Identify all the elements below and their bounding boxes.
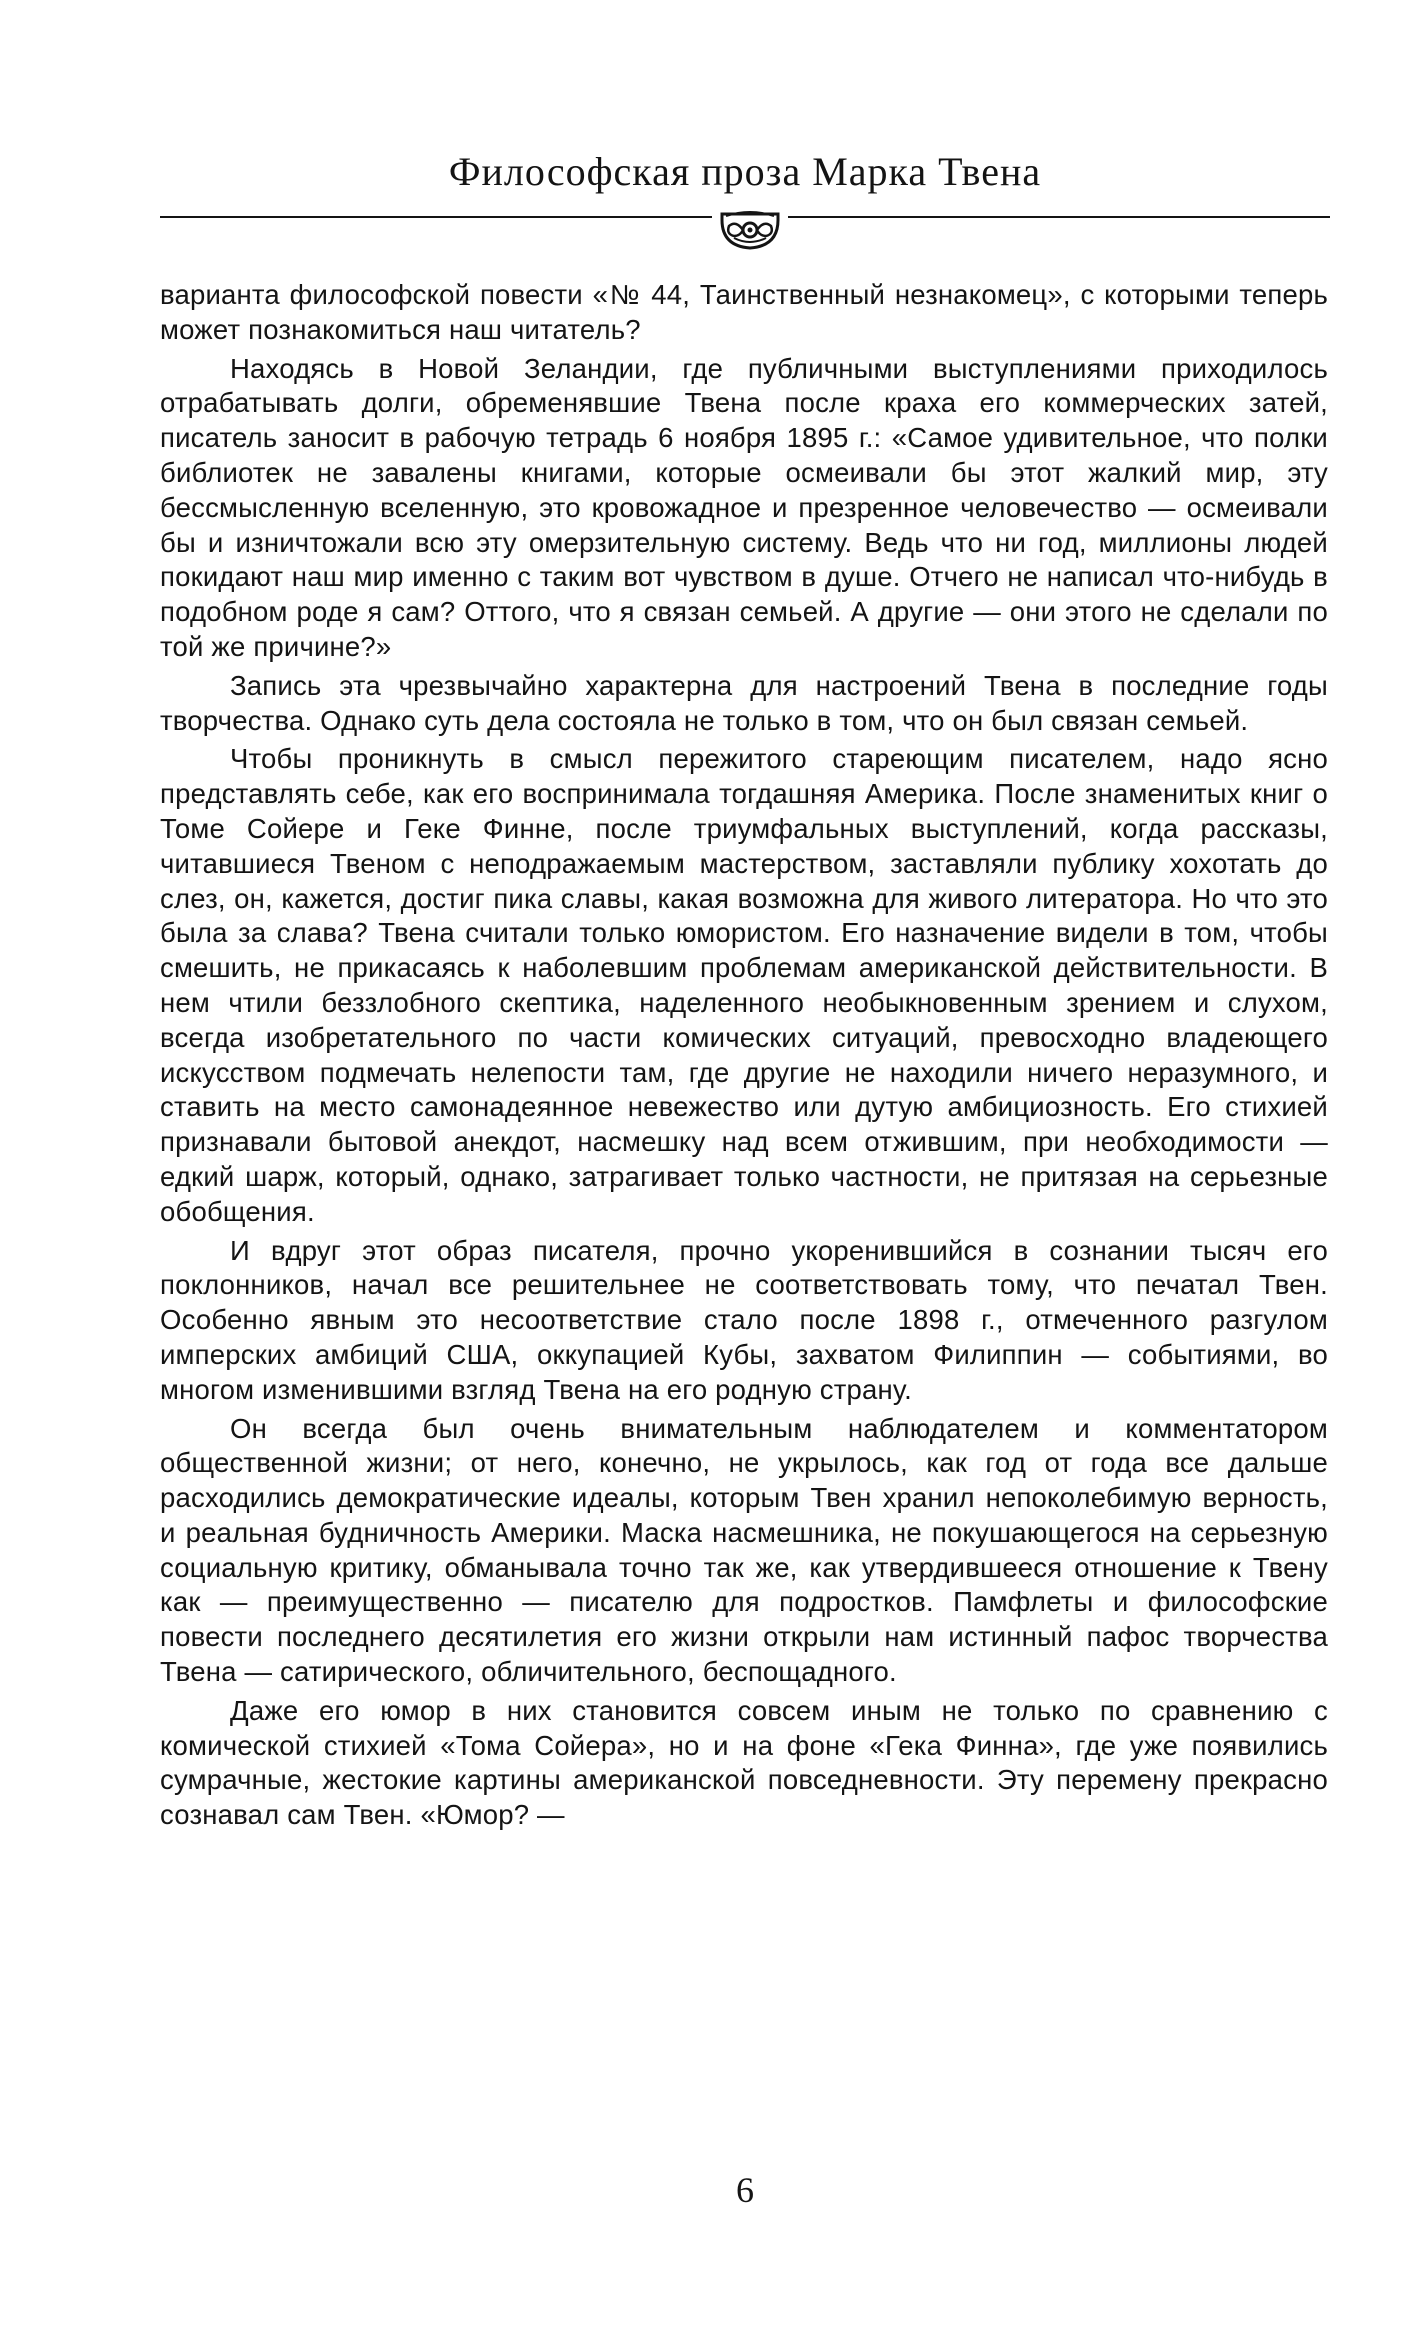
paragraph-1: варианта философской повести «№ 44, Таинственный незнакомец», с которыми теперь может познакомиться наш читатель? <box>160 279 1328 345</box>
body-text <box>160 278 1328 1837</box>
page-number: 6 <box>736 2170 754 2210</box>
paragraph-5: И вдруг этот образ писателя, прочно укоренившийся в сознании тысяч его поклонников, начал все решительнее не соответствовать тому, что печатал Твен. Особенно явным это несоответствие стало после 1898 г., отмеченного разгулом имперских амбиций США, оккупацией Кубы, захватом Филиппин — событиями, во многом изменившими взгляд Твена на его родную страну. <box>160 1234 1328 1405</box>
floral-ornament-icon <box>712 206 788 254</box>
running-head: Философская проза Марка Твена <box>448 149 1042 194</box>
paragraph-6: Он всегда был очень внимательным наблюдателем и комментатором общественной жизни; от него, конечно, не укрылось, как год от года все дальше расходились демократические идеалы, которым Твен хранил непоколебимую верность, и реальная будничность Америки. Маска насмешника, не покушающегося на серьезную социальную критику, обманывала точно так же, как утвердившееся отношение к Твену как — преимущественно — писателю для подростков. Памфлеты и философские повести последнего десятилетия его жизни открыли нам истинный пафос творчества Твена — сатирического, обличительного, беспощадного. <box>160 1412 1328 1688</box>
paragraph-4: Чтобы проникнуть в смысл пережитого стареющим писателем, надо ясно представлять себе, как его воспринимала тогдашняя Америка. После знаменитых книг о Томе Сойере и Геке Финне, после триумфальных выступлений, когда рассказы, читавшиеся Твеном с неподражаемым мастерством, заставляли публику хохотать до слез, он, кажется, достиг пика славы, какая возможна для живого литератора. Но что это была за слава? Твена считали только юмористом. Его назначение видели в том, чтобы смешить, не прикасаясь к наболевшим проблемам американской действительности. В нем чтили беззлобного скептика, наделенного необыкновенным зрением и слухом, всегда изобретательного по части комических ситуаций, превосходно владеющего искусством подмечать нелепости там, где другие не находили ничего неразумного, и ставить на место самонадеянное невежество или дутую амбициозность. Его стихией признавали бытовой анекдот, насмешку над всем отжившим, при необходимости — едкий шарж, который, однако, затрагивает только частности, не притязая на серьезные обобщения. <box>160 743 1328 1227</box>
paragraph-7: Даже его юмор в них становится совсем иным не только по сравнению с комической стихией «Тома Сойера», но и на фоне «Гека Финна», где уже появились сумрачные, жестокие картины американской повседневности. Эту перемену прекрасно сознавал сам Твен. «Юмор? — <box>160 1694 1328 1831</box>
paragraph-3: Запись эта чрезвычайно характерна для настроений Твена в последние годы творчества. Однако суть дела состояла не только в том, что он был связан семьей. <box>160 669 1328 736</box>
paragraph-2: Находясь в Новой Зеландии, где публичными выступлениями приходилось отрабатывать долги, обременявшие Твена после краха его коммерческих затей, писатель заносит в рабочую тетрадь 6 ноября 1895 г.: «Самое удивительное, что полки библиотек не завалены книгами, которые осмеивали бы этот жалкий мир, эту бессмысленную вселенную, это кровожадное и презренное человечество — осмеивали бы и изничтожали всю эту омерзительную систему. Ведь что ни год, миллионы людей покидают наш мир именно с таким вот чувством в душе. Отчего не написал что-нибудь в подобном роде я сам? Оттого, что я связан семьей. А другие — они этого не сделали по той же причине?» <box>160 352 1328 662</box>
